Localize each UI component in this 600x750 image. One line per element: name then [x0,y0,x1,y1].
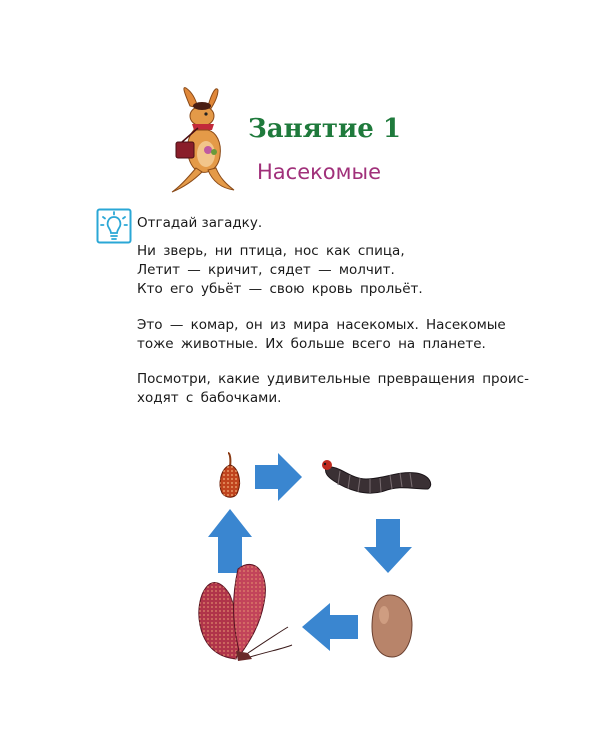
riddle-line: Кто его убьёт — свою кровь прольёт. [137,281,423,297]
paragraph-line: тоже животные. Их больше всего на планете. [137,336,486,352]
paragraph-line: Это — комар, он из мира насекомых. Насекомые [137,317,506,333]
task-label: Отгадай загадку. [137,215,263,231]
butterfly-lifecycle-illustration [190,445,450,685]
lightbulb-icon [96,208,132,244]
lesson-title: Занятие 1 [248,114,401,144]
riddle-line: Ни зверь, ни птица, нос как спица, [137,243,405,259]
riddle-text [137,242,423,299]
paragraph-line: ходят с бабочками. [137,390,282,406]
pupa-illustration [372,595,412,657]
caterpillar-illustration [322,460,431,493]
arrow-right-icon [255,453,302,501]
butterfly-illustration [199,564,292,661]
info-paragraph [137,316,506,354]
egg-illustration [220,453,240,497]
paragraph-line: Посмотри, какие удивительные превращения проис- [137,371,529,387]
butterfly-paragraph [137,370,529,408]
lesson-subtitle: Насекомые [257,160,382,184]
arrow-left-icon [302,603,358,651]
kangaroo-mascot-illustration [168,84,250,196]
riddle-line: Летит — кричит, сядет — молчит. [137,262,395,278]
arrow-down-icon [364,519,412,573]
arrow-up-icon [208,509,252,573]
